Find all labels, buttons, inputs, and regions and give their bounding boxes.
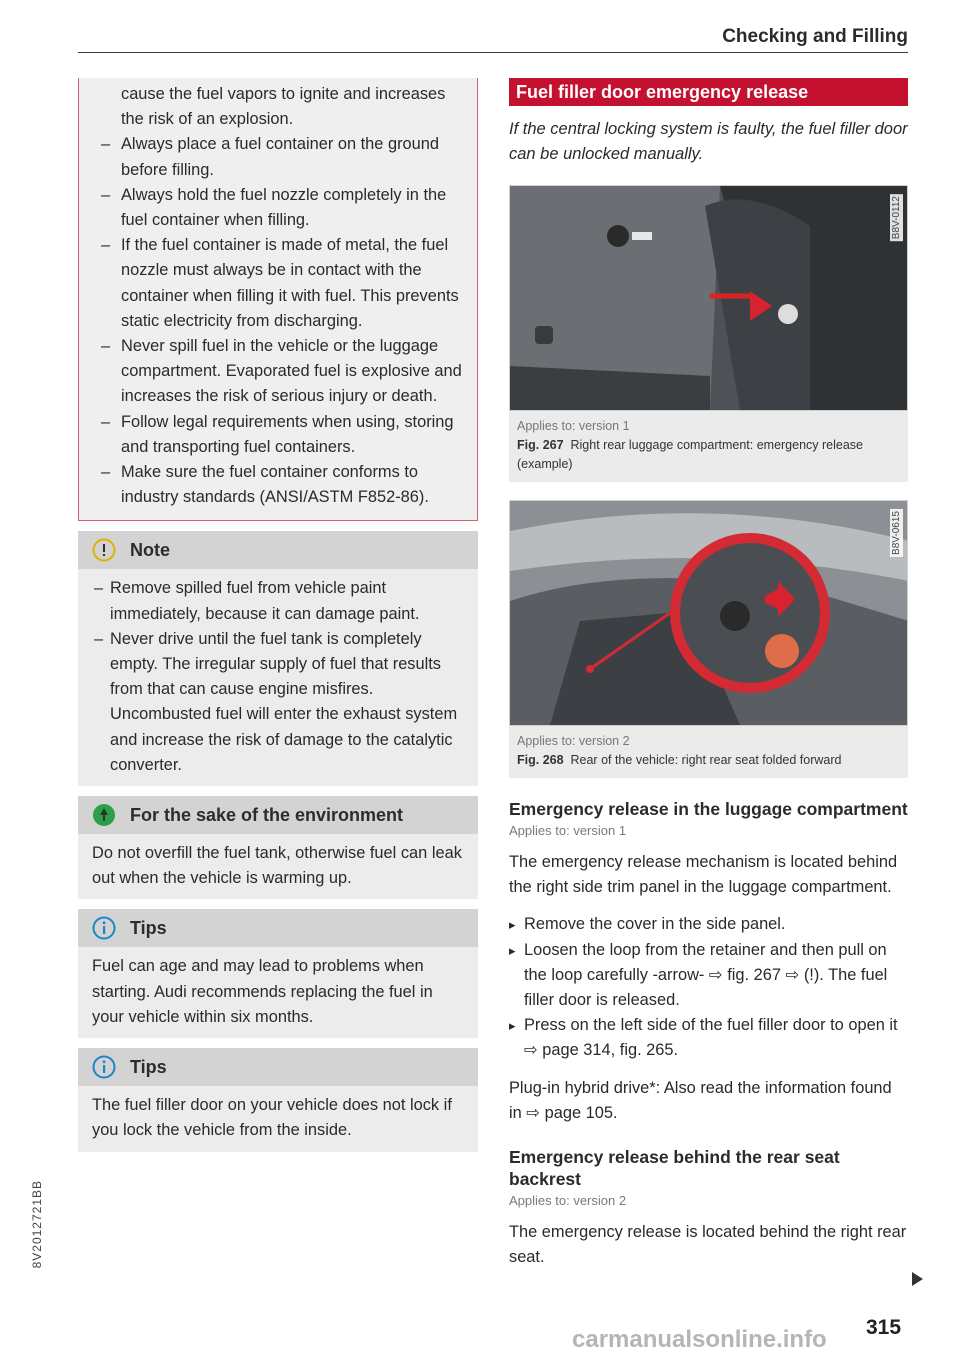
paragraph: The emergency release is located behind the right rear seat. xyxy=(509,1223,907,1267)
step-item: ▸ Remove the cover in the side panel. xyxy=(509,912,908,937)
applies-to: Applies to: version 1 xyxy=(509,823,627,838)
environment-header xyxy=(78,796,478,834)
tips-box-1 xyxy=(78,909,478,1038)
info-icon xyxy=(92,1055,116,1079)
figure-code: B8V-0615 xyxy=(891,511,902,555)
watermark: carmanualsonline.info xyxy=(572,1326,827,1353)
warning-line: – Never spill fuel in the vehicle or the luggage compartment. Evaporated fuel is explosive and increases the risk of serious injury or death. xyxy=(99,334,463,410)
tips-text: Fuel can age and may lead to problems when starting. Audi recommends replacing the fuel in your vehicle within six months. xyxy=(92,957,433,1026)
paragraph: The emergency release mechanism is located behind the right side trim panel in the luggage compartment. xyxy=(509,853,898,897)
tips-text: The fuel filler door on your vehicle does not lock if you lock the vehicle from the inside. xyxy=(92,1096,452,1140)
rear-seat-illustration xyxy=(510,501,908,725)
warning-line: – If the fuel container is made of metal, the fuel nozzle must always be in contact with the container when filling it with fuel. This prevents static electricity from discharging. xyxy=(99,233,463,334)
note-header xyxy=(78,531,478,569)
triangle-right-icon xyxy=(912,1272,923,1286)
subsection-heading: Emergency release behind the rear seat backrest xyxy=(509,1147,840,1190)
note-item: – Remove spilled fuel from vehicle paint immediately, because it can damage paint. xyxy=(92,576,464,626)
environment-title: For the sake of the environment xyxy=(130,804,404,825)
left-column xyxy=(78,78,478,1152)
step-list xyxy=(509,912,908,1063)
environment-box xyxy=(78,796,478,899)
tips-title: Tips xyxy=(130,1056,167,1077)
warning-line: – Follow legal requirements when using, storing and transporting fuel containers. xyxy=(99,410,463,460)
section-intro: If the central locking system is faulty, the fuel filler door can be unlocked manually. xyxy=(509,120,908,163)
figure-267-image xyxy=(509,185,908,411)
figure-applies: Applies to: version 2 xyxy=(517,734,630,748)
figure-applies: Applies to: version 1 xyxy=(517,419,630,433)
running-header: Checking and Filling xyxy=(722,26,908,47)
tips-header xyxy=(78,909,478,947)
right-column xyxy=(509,78,908,1270)
note-box xyxy=(78,531,478,786)
figure-label: Fig. 268 xyxy=(517,753,564,767)
tips-header xyxy=(78,1048,478,1086)
figure-caption: Rear of the vehicle: right rear seat folded forward xyxy=(570,753,842,767)
tips-title: Tips xyxy=(130,917,167,938)
figure-268-image xyxy=(509,500,908,726)
tips-box-2 xyxy=(78,1048,478,1151)
note-item: – Never drive until the fuel tank is completely empty. The irregular supply of fuel that results from that can cause engine misfires. Uncombusted fuel will enter the exhaust system and increase the risk of damage to the catalytic converter. xyxy=(92,627,464,778)
figure-caption: Right rear luggage compartment: emergency release (example) xyxy=(517,438,864,471)
note-title: Note xyxy=(130,539,170,560)
step-item: ▸ Loosen the loop from the retainer and then pull on the loop carefully -arrow- ⇨ fig. 267 ⇨ (!). The fuel filler door is released. xyxy=(509,938,908,1014)
step-item: ▸ Press on the left side of the fuel filler door to open it ⇨ page 314, fig. 265. xyxy=(509,1013,908,1063)
info-icon xyxy=(92,916,116,940)
paragraph: Plug-in hybrid drive*: Also read the information found in ⇨ page 105. xyxy=(509,1078,892,1122)
section-heading: Fuel filler door emergency release xyxy=(509,78,908,106)
subsection-heading: Emergency release in the luggage compartment xyxy=(509,799,908,819)
environment-icon xyxy=(92,803,116,827)
figure-267 xyxy=(509,185,908,482)
applies-to: Applies to: version 2 xyxy=(509,1193,627,1209)
exclamation-circle-icon xyxy=(92,538,116,562)
header-rule xyxy=(78,52,908,53)
warning-line: – Make sure the fuel container conforms to industry standards (ANSI/ASTM F852-86). xyxy=(99,460,463,510)
warning-line: cause the fuel vapors to ignite and increases the risk of an explosion. xyxy=(121,85,446,129)
warning-line: – Always place a fuel container on the ground before filling. xyxy=(99,132,463,182)
figure-label: Fig. 267 xyxy=(517,438,564,452)
figure-code: B8V-0112 xyxy=(891,196,902,240)
warning-box-continued xyxy=(78,78,478,521)
environment-text: Do not overfill the fuel tank, otherwise fuel can leak out when the vehicle is warming up. xyxy=(92,844,462,888)
warning-line: – Always hold the fuel nozzle completely in the fuel container when filling. xyxy=(99,183,463,233)
figure-268 xyxy=(509,500,908,778)
page-number: 315 xyxy=(866,1316,902,1339)
luggage-compartment-illustration xyxy=(510,186,908,410)
document-code: 8V2012721BB xyxy=(30,1180,44,1269)
